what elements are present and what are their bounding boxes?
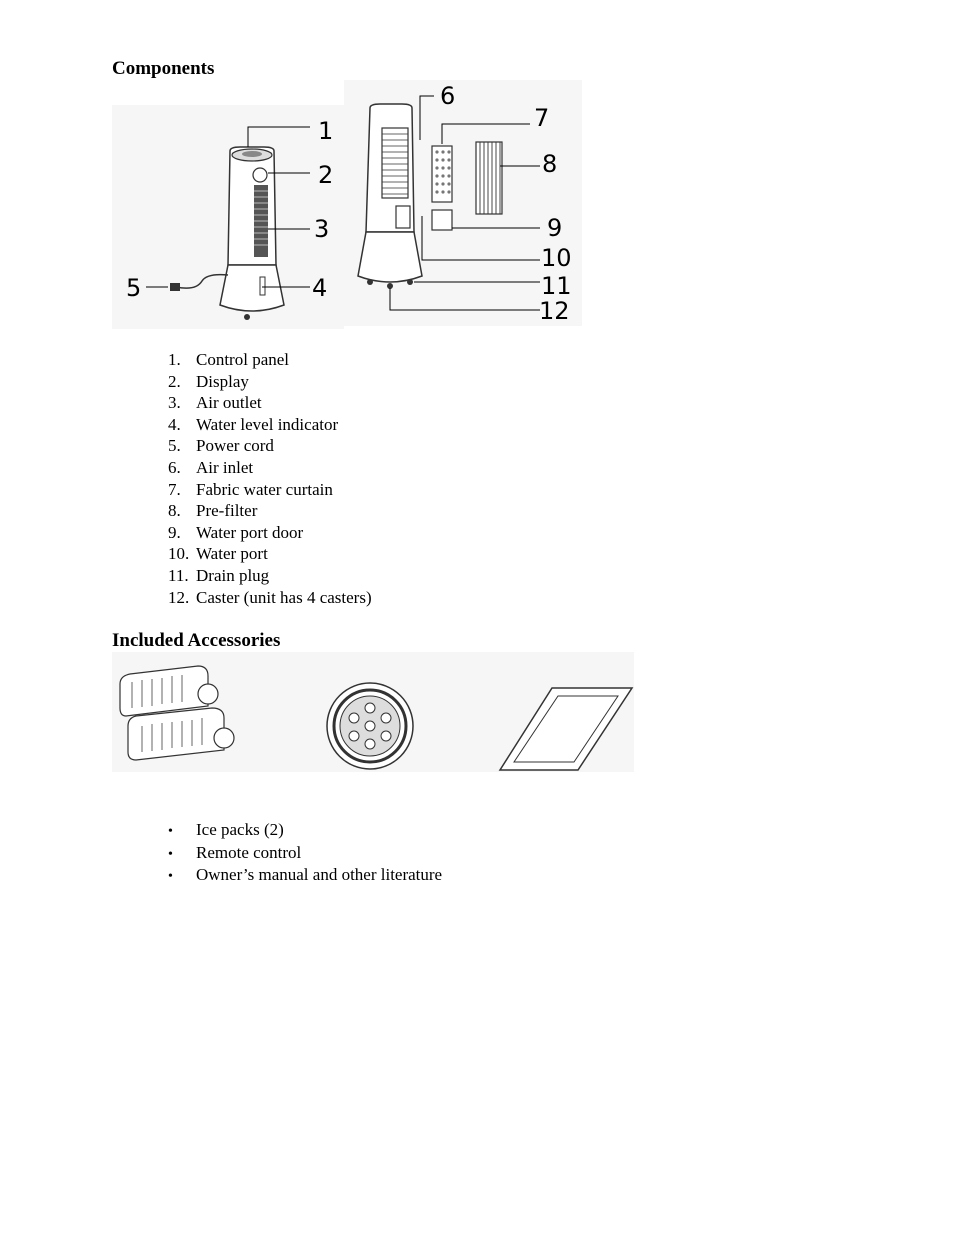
list-item: 10. Water port [168, 544, 268, 564]
list-item: 2. Display [168, 371, 249, 391]
list-item: 8. Pre-filter [168, 501, 258, 521]
list-item: 12. Caster (unit has 4 casters) [168, 587, 372, 607]
list-item: 11. Drain plug [168, 565, 270, 585]
list-item: 6. Air inlet [168, 457, 254, 477]
list-item: • Remote control [168, 842, 302, 862]
callout-12: 12 [539, 297, 570, 325]
components-heading: Components [112, 58, 215, 79]
cooler-exploded-view-illustration [344, 80, 582, 326]
list-item: • Ice packs (2) [168, 820, 284, 839]
callout-7: 7 [534, 104, 550, 132]
accessories-list [168, 819, 442, 887]
list-item: 5. Power cord [168, 436, 274, 456]
callout-4: 4 [312, 274, 328, 302]
callout-10: 10 [541, 244, 572, 272]
components-list [168, 349, 372, 608]
callout-8: 8 [542, 150, 558, 178]
cooler-front-view-illustration [112, 105, 344, 329]
accessories-heading: Included Accessories [112, 630, 281, 651]
list-item: 3. Air outlet [168, 393, 262, 413]
remote-control-icon [327, 683, 413, 769]
callout-9: 9 [547, 214, 563, 242]
list-item: 1. Control panel [168, 350, 290, 369]
callout-2: 2 [318, 161, 334, 189]
callout-11: 11 [541, 272, 572, 300]
list-item: 4. Water level indicator [168, 414, 339, 434]
list-item: • Owner’s manual and other literature [168, 865, 443, 884]
callout-6: 6 [440, 82, 456, 110]
callout-5: 5 [126, 274, 142, 302]
list-item: 7. Fabric water curtain [168, 479, 333, 499]
callout-3: 3 [314, 215, 330, 243]
callout-1: 1 [318, 117, 334, 145]
accessories-illustration [112, 652, 634, 772]
list-item: 9. Water port door [168, 522, 304, 542]
